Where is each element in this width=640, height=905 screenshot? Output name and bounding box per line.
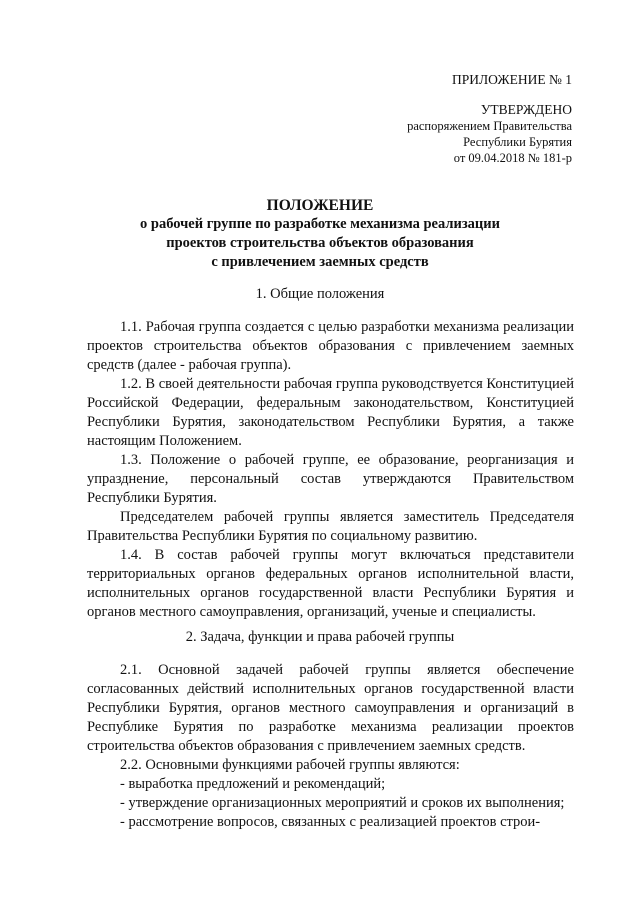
paragraph-1-4: 1.4. В состав рабочей группы могут включаться представители территориальных органов федеральных органов исполнительной власти, исполнительных органов государственной власти Республики Бурятия и органов местного самоуправления, организаций, ученые и специалисты. xyxy=(87,547,574,620)
section-2-body xyxy=(87,661,574,832)
paragraph-1-3: 1.3. Положение о рабочей группе, ее образование, реорганизация и упразднение, персональный состав утверждаются Правительством Республики Бурятия. xyxy=(87,452,574,506)
section-1-body xyxy=(87,318,574,622)
list-item-organizational-measures: - утверждение организационных мероприятий и сроков их выполнения; xyxy=(120,795,565,811)
section-1-heading: 1. Общие положения xyxy=(255,286,385,302)
approved-label: УТВЕРЖДЕНО xyxy=(480,102,572,117)
list-item-consideration: - рассмотрение вопросов, связанных с реализацией проектов строи- xyxy=(120,814,541,830)
approval-line-3: от 09.04.2018 № 181-р xyxy=(453,151,572,165)
title-subtitle-line-3: с привлечением заемных средств xyxy=(211,254,429,270)
annex-number: ПРИЛОЖЕНИЕ № 1 xyxy=(451,72,572,87)
approval-line-2: Республики Бурятия xyxy=(463,135,572,149)
approval-stamp xyxy=(407,72,572,166)
paragraph-2-1: 2.1. Основной задачей рабочей группы является обеспечение согласованных действий исполнительных органов государственной власти Республики Бурятия, органов местного самоуправления и организаций в Республике Бурятия по разработке механизма реализации проектов строительства объектов образования с привлечением заемных средств. xyxy=(87,662,574,754)
title-subtitle-line-2: проектов строительства объектов образования xyxy=(166,235,474,251)
document-title xyxy=(60,196,580,272)
paragraph-1-1: 1.1. Рабочая группа создается с целью разработки механизма реализации проектов строительства объектов образования с привлечением заемных средств (далее - рабочая группа). xyxy=(87,319,574,373)
title-main: ПОЛОЖЕНИЕ xyxy=(266,197,374,214)
section-2-heading: 2. Задача, функции и права рабочей группы xyxy=(185,629,455,645)
paragraph-2-2: 2.2. Основными функциями рабочей группы являются: xyxy=(120,757,460,773)
approval-line-1: распоряжением Правительства xyxy=(407,119,572,133)
paragraph-1-2: 1.2. В своей деятельности рабочая группа руководствуется Конституцией Российской Федерации, федеральным законодательством, Конституцией Республики Бурятия, законодательством Республики Бурятия, а также настоящим Положением. xyxy=(87,376,574,449)
list-item-proposals: - выработка предложений и рекомендаций; xyxy=(120,776,386,792)
title-subtitle-line-1: о рабочей группе по разработке механизма реализации xyxy=(140,216,500,232)
paragraph-1-3-chair: Председателем рабочей группы является заместитель Председателя Правительства Республики Бурятия по социальному развитию. xyxy=(87,509,574,544)
